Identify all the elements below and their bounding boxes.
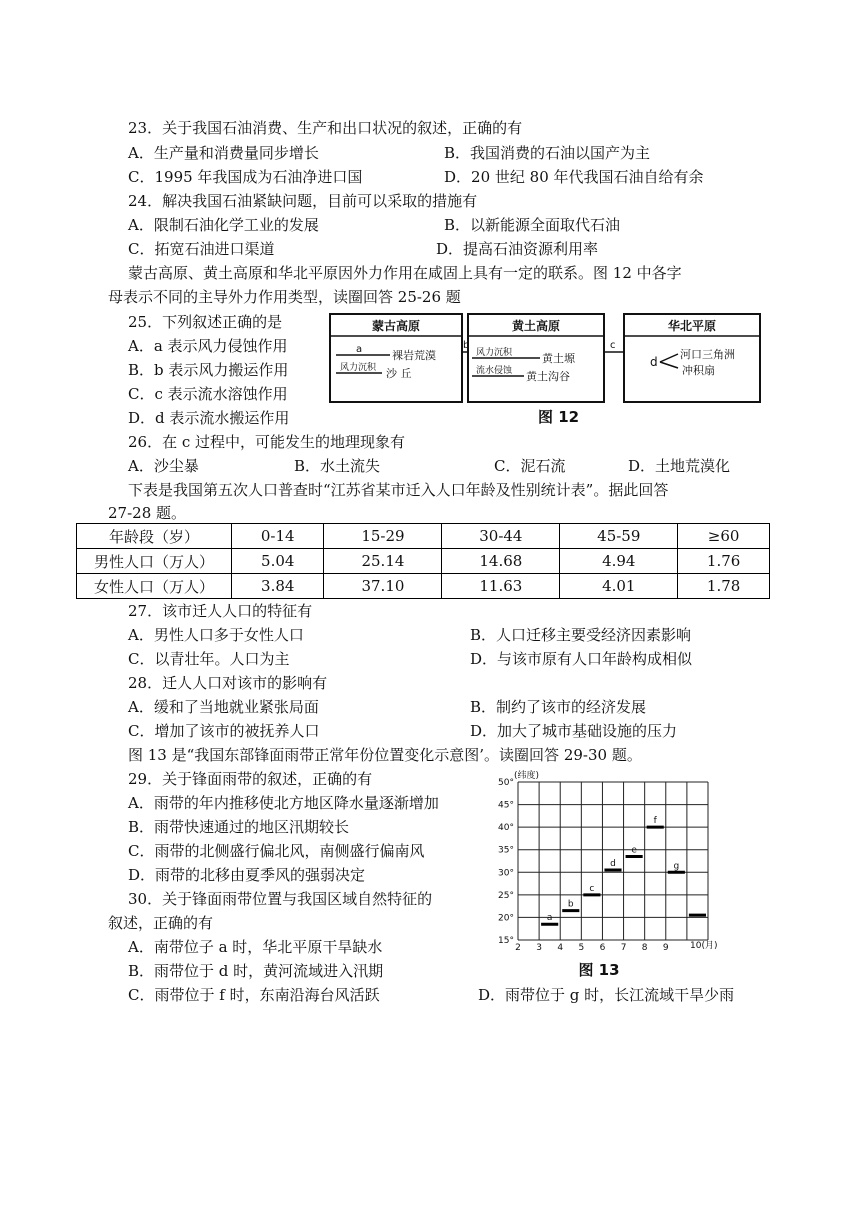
table-cell: 1.76	[678, 549, 770, 574]
q29-option-c: C．雨带的北侧盛行偏北风，南侧盛行偏南风	[128, 842, 425, 860]
table-row	[77, 549, 770, 574]
q28-option-d: D．加大了城市基础设施的压力	[470, 722, 678, 740]
x-tick-label: 9	[662, 943, 669, 953]
y-tick-label: 50°	[498, 778, 514, 788]
q24-option-b: B．以新能源全面取代石油	[444, 216, 621, 234]
q25-option-d: D．d 表示流水搬运作用	[128, 409, 290, 427]
fig12-box3-title: 华北平原	[667, 319, 717, 333]
fig12-label-b: b	[463, 340, 470, 351]
table-cell: 15-29	[324, 524, 442, 549]
q24-stem: 24．解决我国石油紧缺问题，目前可以采取的措施有	[128, 192, 478, 210]
rainbelt-label: g	[673, 861, 680, 872]
rainbelt-label: a	[546, 913, 553, 924]
rainbelt-label: d	[610, 859, 616, 870]
fig13-caption: 图 13	[578, 961, 620, 979]
table-cell: 0-14	[232, 524, 324, 549]
q30-option-a: A．南带位子 a 时，华北平原干旱缺水	[128, 938, 383, 956]
q27-option-c: C．以青壮年。人口为主	[128, 650, 290, 668]
q27-option-a: A．男性人口多于女性人口	[128, 626, 304, 644]
q26-option-d: D．土地荒漠化	[628, 457, 731, 475]
q24-option-c: C．拓宽石油进口渠道	[128, 240, 275, 258]
q25-option-a: A．a 表示风力侵蚀作用	[128, 337, 288, 355]
x-tick-label: 8	[641, 943, 648, 953]
table-cell: 25.14	[324, 549, 442, 574]
q30-option-d: D．雨带位于 g 时，长江流域干旱少雨	[478, 986, 735, 1004]
fig13-y-title: (纬度)	[514, 771, 540, 781]
q23-option-a: A．生产量和消费量同步增长	[128, 144, 319, 162]
intro-25-line2: 母表示不同的主导外力作用类型，读圈回答 25-26 题	[108, 288, 461, 306]
q29-option-b: B．雨带快速通过的地区汛期较长	[128, 818, 350, 836]
q30-stem-line1: 30．关于锋面雨带位置与我国区域自然特征的	[128, 890, 433, 908]
y-tick-label: 20°	[498, 913, 514, 924]
y-tick-label: 30°	[498, 868, 514, 879]
intro-29: 图 13 是“我国东部锋面雨带正常年份位置变化示意图’。读圈回答 29-30 题。	[128, 746, 642, 764]
fig12-box2-water-erosion: 流水侵蚀	[476, 366, 513, 376]
q26-option-a: A．沙尘暴	[128, 457, 199, 475]
x-tick-label: 3	[536, 943, 542, 953]
q25-option-b: B．b 表示风力搬运作用	[128, 361, 289, 379]
figure-12-diagram	[326, 310, 766, 428]
q26-stem: 26．在 c 过程中，可能发生的地理现象有	[128, 433, 406, 451]
rainbelt-label: e	[631, 845, 637, 856]
x-tick-label: 7	[620, 943, 627, 953]
q24-option-d: D．提高石油资源利用率	[436, 240, 599, 258]
fig12-box3-alluvial-fan: 冲积扇	[682, 364, 715, 377]
q26-option-c: C．泥石流	[494, 457, 566, 475]
q25-stem: 25．下列叙述正确的是	[128, 313, 283, 331]
fig13-x-unit: 10(月)	[690, 941, 718, 951]
population-table	[76, 523, 770, 599]
table-cell: 11.63	[442, 574, 560, 599]
x-tick-label: 4	[557, 943, 564, 953]
q27-option-b: B．人口迁移主要受经济因素影响	[470, 626, 692, 644]
table-cell: 4.01	[560, 574, 678, 599]
q23-option-b: B．我国消费的石油以国产为主	[444, 144, 651, 162]
q30-option-b: B．雨带位于 d 时，黄河流域进入汛期	[128, 962, 384, 980]
table-header-row	[77, 524, 770, 549]
fig12-box2-title: 黄土高原	[511, 319, 561, 333]
fig12-box2-loess-plateau: 黄土塬	[542, 352, 575, 365]
x-tick-label: 5	[578, 943, 585, 953]
x-tick-label: 2	[515, 943, 521, 953]
y-tick-label: 35°	[498, 845, 514, 856]
table-cell: 3.84	[232, 574, 324, 599]
x-tick-label: 6	[599, 943, 606, 953]
q23-option-d: D．20 世纪 80 年代我国石油自给有余	[444, 168, 704, 186]
y-tick-label: 15°	[498, 936, 514, 946]
fig12-caption: 图 12	[538, 408, 580, 426]
intro-25-line1: 蒙古高原、黄土高原和华北平原因外力作用在咸固上具有一定的联系。图 12 中各字	[128, 264, 682, 282]
table-cell: 45-59	[560, 524, 678, 549]
fig12-box1-dune: 沙 丘	[386, 367, 412, 380]
table-cell: 14.68	[442, 549, 560, 574]
fig12-box3-delta: 河口三角洲	[680, 348, 735, 361]
q23-stem: 23．关于我国石油消费、生产和出口状况的叙述，正确的有	[128, 119, 523, 137]
fig12-box2-gully: 黄土沟谷	[526, 370, 570, 383]
figure-13-chart	[478, 768, 720, 982]
q25-option-c: C．c 表示流水溶蚀作用	[128, 385, 288, 403]
table-cell: 年龄段（岁）	[77, 524, 232, 549]
q28-option-c: C．增加了该市的被抚养人口	[128, 722, 320, 740]
fig12-label-c: c	[610, 340, 616, 351]
q30-option-c: C．雨带位于 f 时，东南沿海台风活跃	[128, 986, 380, 1004]
q27-option-d: D．与该市原有人口年龄构成相似	[470, 650, 693, 668]
table-cell: 女性人口（万人）	[77, 574, 232, 599]
fig12-box1-title: 蒙古高原	[371, 319, 421, 333]
q26-option-b: B．水土流失	[294, 457, 381, 475]
y-tick-label: 25°	[498, 890, 514, 901]
table-cell: ≥60	[678, 524, 770, 549]
q24-option-a: A．限制石油化学工业的发展	[128, 216, 319, 234]
table-cell: 37.10	[324, 574, 442, 599]
intro-27-line1: 下表是我国第五次人口普查时“江苏省某市迁入人口年龄及性别统计表”。据此回答	[128, 481, 669, 499]
y-tick-label: 40°	[498, 823, 514, 834]
fig12-label-d: d	[650, 355, 658, 369]
fig12-box1-wind-deposit: 风力沉积	[340, 363, 377, 373]
q28-option-a: A．缓和了当地就业紧张局面	[128, 698, 319, 716]
table-cell: 30-44	[442, 524, 560, 549]
q28-option-b: B．制约了该市的经济发展	[470, 698, 647, 716]
q27-stem: 27．该市迁人人口的特征有	[128, 602, 313, 620]
table-cell: 5.04	[232, 549, 324, 574]
q23-option-c: C．1995 年我国成为石油净进口国	[128, 168, 363, 186]
fig12-label-a: a	[356, 344, 363, 355]
fig12-box2-wind-deposit: 风力沉积	[476, 348, 513, 358]
table-cell: 男性人口（万人）	[77, 549, 232, 574]
q28-stem: 28．迁人人口对该市的影响有	[128, 674, 328, 692]
table-cell: 1.78	[678, 574, 770, 599]
table-row	[77, 574, 770, 599]
rainbelt-label: c	[589, 883, 595, 894]
rainbelt-label: b	[567, 899, 574, 910]
q30-stem-line2: 叙述，正确的有	[108, 914, 214, 932]
y-tick-label: 45°	[498, 800, 514, 811]
rainbelt-label: f	[653, 816, 657, 827]
q29-stem: 29．关于锋面雨带的叙述，正确的有	[128, 770, 373, 788]
intro-27-line2: 27-28 题。	[108, 504, 187, 522]
q29-option-d: D．雨带的北移由夏季风的强弱决定	[128, 866, 366, 884]
q29-option-a: A．雨带的年内推移使北方地区降水量逐渐增加	[128, 794, 439, 812]
table-cell: 4.94	[560, 549, 678, 574]
fig12-box1-rock-desert: 裸岩荒漠	[392, 349, 436, 362]
